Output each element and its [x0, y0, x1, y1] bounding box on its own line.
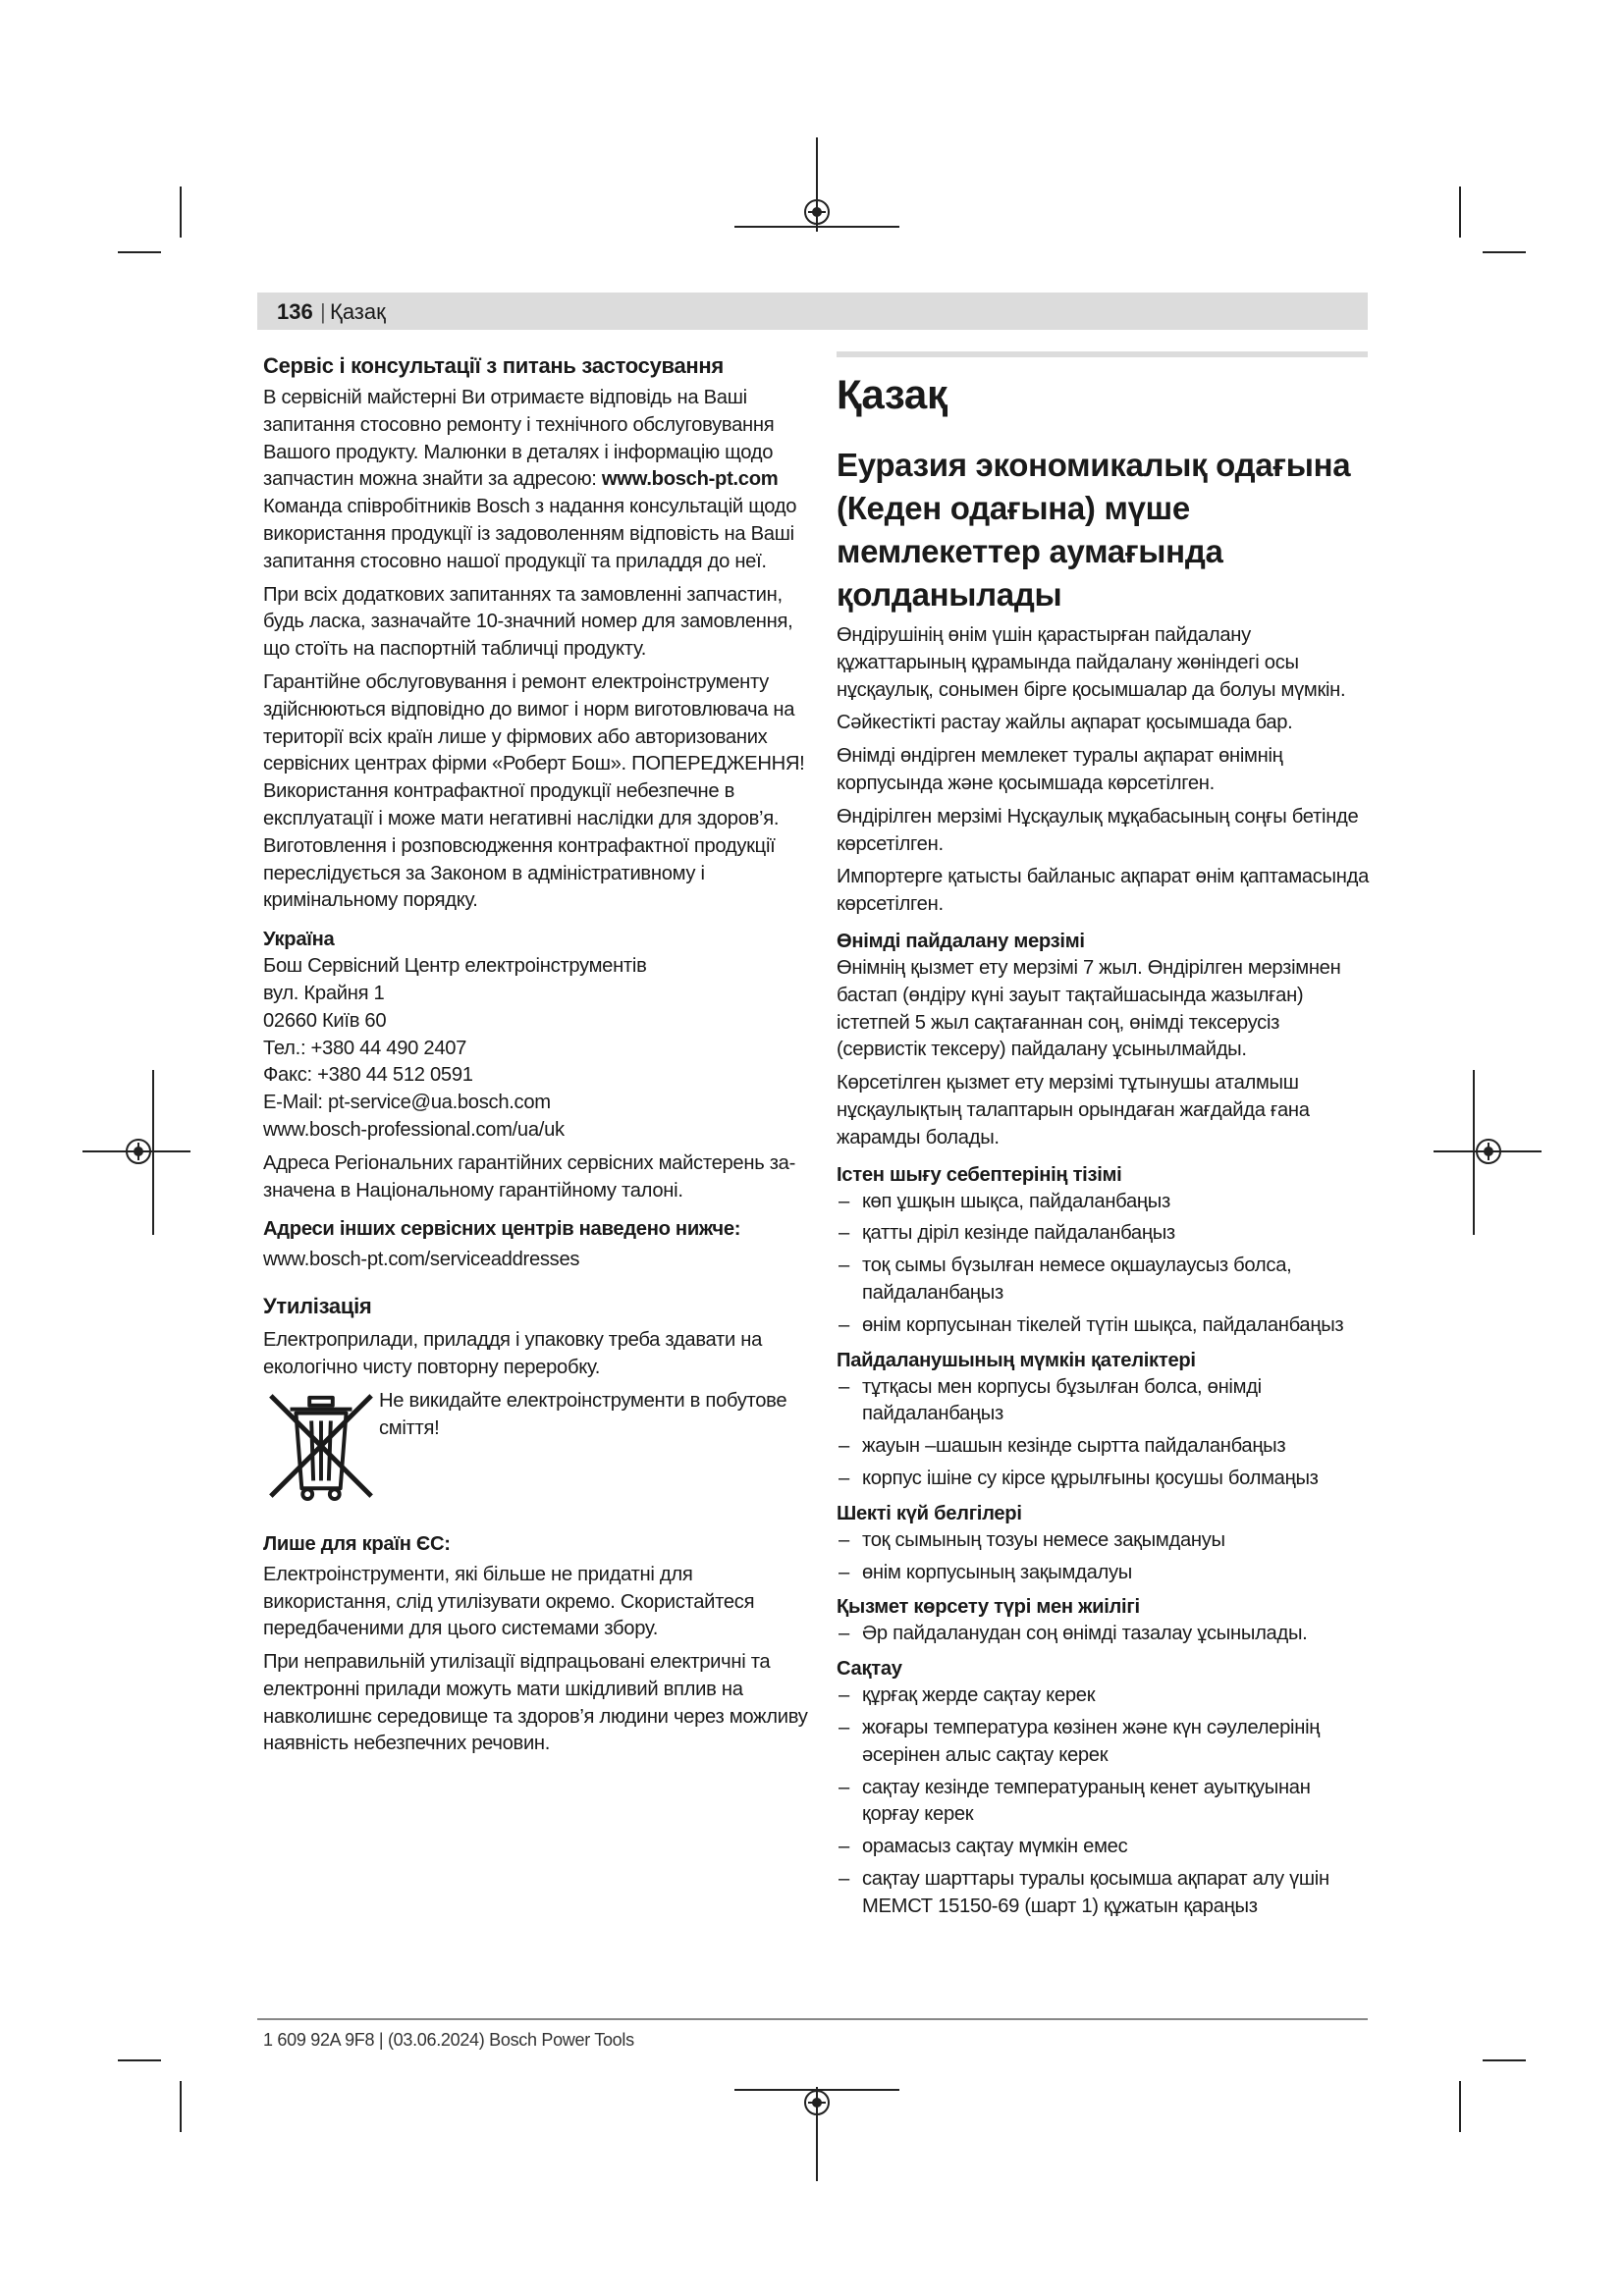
list-item: – тұтқасы мен корпусы бұзылған болса, өнімді пайдаланбаңыз: [837, 1374, 1372, 1429]
service-heading: Сервіс і консультації з питань застосування: [263, 353, 724, 378]
weee-text: Не викидайте електроінструменти в побутове сміття!: [379, 1389, 787, 1439]
crop-mark-tr-v: [1459, 187, 1461, 238]
intro-paragraph-1: Өндірушінің өнім үшін қарастырған пайдалану құжаттарының құрамында пайдалану жөніндегі осы нұсқаулық, сонымен бірге қосымшалар да болуы мүмкін.: [837, 624, 1346, 701]
list-item: – өнім корпусынан тікелей түтін шықса, пайдаланбаңыз: [837, 1312, 1372, 1340]
footer-document-info: 1 609 92A 9F8 | (03.06.2024) Bosch Power Tools: [263, 2030, 634, 2050]
address-line: вул. Крайня 1: [263, 982, 385, 1004]
service-paragraph-3: При всіх додаткових запитаннях та замовленні запчастин, будь ласка, зазначайте 10‑значний номер для замовлення, що стоїть на паспортній табличці продукту.: [263, 583, 793, 661]
page-number: 136: [277, 299, 313, 324]
crop-mark-tl-v: [180, 187, 182, 238]
crop-mark-br-v: [1459, 2081, 1461, 2132]
registration-target-right-icon: [1476, 1139, 1501, 1164]
registration-target-left-icon: [126, 1139, 151, 1164]
disposal-heading: Утилізація: [263, 1294, 372, 1319]
storage-list: [837, 1682, 1372, 1920]
fax-line: Факс: +380 44 512 0591: [263, 1064, 473, 1087]
service-paragraph-4: Гарантійне обслуговування і ремонт електроінструменту здійснюються відповідно до вимог і норм виготовлювача на території всіх країн лише у фірмових або авторизованих сервісних центрах фірми «Роберт Бош». ПОПЕРЕДЖЕННЯ! Використання контрафактної продукції небезпечне в експлуатації і може мати негативні наслідки для здоров’я. Виготовлення і розповсюдження контрафактної продукції переслідується за Законом в адміністративному і кримінальному порядку.: [263, 670, 805, 912]
header-section-title: Қазақ: [330, 299, 386, 324]
email-link[interactable]: E-Mail: pt-service@ua.bosch.com: [263, 1092, 551, 1114]
intro-paragraph-5: Импортерге қатысты байланыс ақпарат өнім қаптамасында көрсетілген.: [837, 866, 1369, 916]
right-column-top-rule: [837, 351, 1368, 357]
list-item: – көп ұшқын шықса, пайдаланбаңыз: [837, 1189, 1372, 1216]
regional-note: Адреса Регіональних гарантійних сервісних майстерень за- значена в Національному гарантійному талоні.: [263, 1151, 796, 1201]
right-column: [837, 371, 1372, 1928]
list-item: – құрғақ жерде сақтау керек: [837, 1682, 1372, 1710]
service-paragraph-2: Команда співробітників Bosch з надання консультацій щодо використання продукції із задоволенням відповість на Ваші запитання стосовно нашої продукції та приладдя до неї.: [263, 496, 797, 572]
weee-notice: [263, 1388, 809, 1504]
page-header-band: [257, 293, 1368, 330]
crossed-out-bin-icon: [263, 1388, 379, 1504]
ukraine-heading: Україна: [263, 929, 335, 951]
language-title: Қазақ: [837, 371, 947, 417]
limit-heading: Шекті күй белгілері: [837, 1502, 1022, 1524]
list-item: – корпус ішіне су кірсе құрылғыны қосушы болмаңыз: [837, 1466, 1372, 1493]
lifetime-heading: Өнімді пайдалану мерзімі: [837, 930, 1085, 952]
eu-heading: Лише для країн ЄС:: [263, 1532, 451, 1555]
header-separator: |: [320, 299, 326, 324]
crop-mark-tr-h: [1483, 251, 1526, 253]
other-centers-url[interactable]: www.bosch-pt.com/serviceaddresses: [263, 1249, 580, 1271]
disposal-paragraph: Електроприлади, приладдя і упаковку треба здавати на екологічно чисту повторну переробку.: [263, 1329, 763, 1378]
phone-line: Тел.: +380 44 490 2407: [263, 1037, 467, 1059]
list-item: – орамасыз сақтау мүмкін емес: [837, 1834, 1372, 1861]
failure-heading: Істен шығу себептерінің тізімі: [837, 1163, 1122, 1186]
eaeu-heading: Еуразия экономикалық одағына (Кеден одағына) мүше мемлекеттер аумағында қолданылады: [837, 447, 1351, 613]
service-paragraph-1-text: В сервісній майстерні Ви отримаєте відповідь на Ваші запитання стосовно ремонту і технічного обслуговування Вашого продукту. Малюнки в деталях і інформацію щодо запчастин можна знайти за адресою:: [263, 387, 775, 491]
registration-line-right-v: [1473, 1070, 1475, 1235]
intro-paragraph-3: Өнімді өндірген мемлекет туралы ақпарат өнімнің корпусында және қосымшада көрсетілген.: [837, 745, 1283, 794]
intro-paragraph-4: Өндірілген мерзімі Нұсқаулық мұқабасының соңғы бетінде көрсетілген.: [837, 805, 1359, 855]
list-item: – жоғары температура көзінен және күн сәулелерінің әсерінен алыс сақтау керек: [837, 1715, 1372, 1770]
eu-paragraph-1: Електроінструменти, які більше не придатні для використання, слід утилізувати окремо. Скористайтеся передбаченими для цього системами збору.: [263, 1563, 755, 1640]
service-type-heading: Қызмет көрсету түрі мен жиілігі: [837, 1596, 1140, 1619]
list-item: – сақтау кезінде температураның кенет ауытқуынан қорғау керек: [837, 1775, 1372, 1830]
list-item: – жауын –шашын кезінде сыртта пайдаланбаңыз: [837, 1433, 1372, 1461]
left-column: [263, 351, 809, 1764]
list-item: – өнім корпусының зақымдалуы: [837, 1560, 1372, 1587]
lifetime-paragraph-2: Көрсетілген қызмет ету мерзімі тұтынушы аталмыш нұсқаулықтың талаптарын орындаған жағдайда ғана жарамды болады.: [837, 1072, 1310, 1148]
address-line: Бош Сервісний Центр електроінструментів: [263, 955, 647, 978]
list-item: – қатты діріл кезінде пайдаланбаңыз: [837, 1220, 1372, 1248]
failure-list: [837, 1189, 1372, 1340]
list-item: – тоқ сымы бүзылған немесе оқшаулаусыз болса, пайдаланбаңыз: [837, 1253, 1372, 1308]
registration-target-bottom-icon: [804, 2090, 830, 2115]
list-item: – тоқ сымының тозуы немесе зақымдануы: [837, 1527, 1372, 1555]
intro-paragraph-2: Сәйкестікті растау жайлы ақпарат қосымшада бар.: [837, 712, 1293, 734]
address-block: [263, 953, 809, 1145]
service-paragraph-1: [263, 385, 809, 494]
footer-rule: [257, 2018, 1368, 2020]
list-item: – сақтау шарттары туралы қосымша ақпарат алу үшін МЕМСТ 15150-69 (шарт 1) құжатын қараңыз: [837, 1866, 1372, 1921]
crop-mark-bl-h: [118, 2059, 161, 2061]
other-centers-heading: Адреси інших сервісних центрів наведено нижче:: [263, 1218, 741, 1241]
crop-mark-bl-v: [180, 2081, 182, 2132]
registration-line-top-h: [734, 226, 899, 228]
lifetime-paragraph-1: Өнімнің қызмет ету мерзімі 7 жыл. Өндірілген мерзімнен бастап (өндіру күні зауыт тақтайшасында жазылған) істетпей 5 жыл сақтағаннан соң, өнімді тексерусіз (сервистік тексеру) пайдалану ұсынылмайды.: [837, 956, 1341, 1061]
bosch-pt-link[interactable]: www.bosch-pt.com: [601, 468, 779, 491]
service-type-list: [837, 1621, 1372, 1648]
storage-heading: Сақтау: [837, 1658, 902, 1681]
errors-list: [837, 1374, 1372, 1493]
website-link[interactable]: www.bosch-professional.com/ua/uk: [263, 1118, 565, 1141]
crop-mark-br-h: [1483, 2059, 1526, 2061]
eu-paragraph-2: При неправильній утилізації відпрацьовані електричні та електронні прилади можуть мати шкідливий вплив на навколишнє середовище та здоров’я людини через можливу наявність небезпечних речовин.: [263, 1651, 808, 1755]
registration-line-left-v: [152, 1070, 154, 1235]
crop-mark-tl-h: [118, 251, 161, 253]
limit-list: [837, 1527, 1372, 1587]
address-line: 02660 Київ 60: [263, 1009, 387, 1032]
errors-heading: Пайдаланушының мүмкін қателіктері: [837, 1349, 1196, 1371]
list-item: – Әр пайдаланудан соң өнімді тазалау ұсынылады.: [837, 1621, 1372, 1648]
registration-target-top-icon: [804, 199, 830, 225]
